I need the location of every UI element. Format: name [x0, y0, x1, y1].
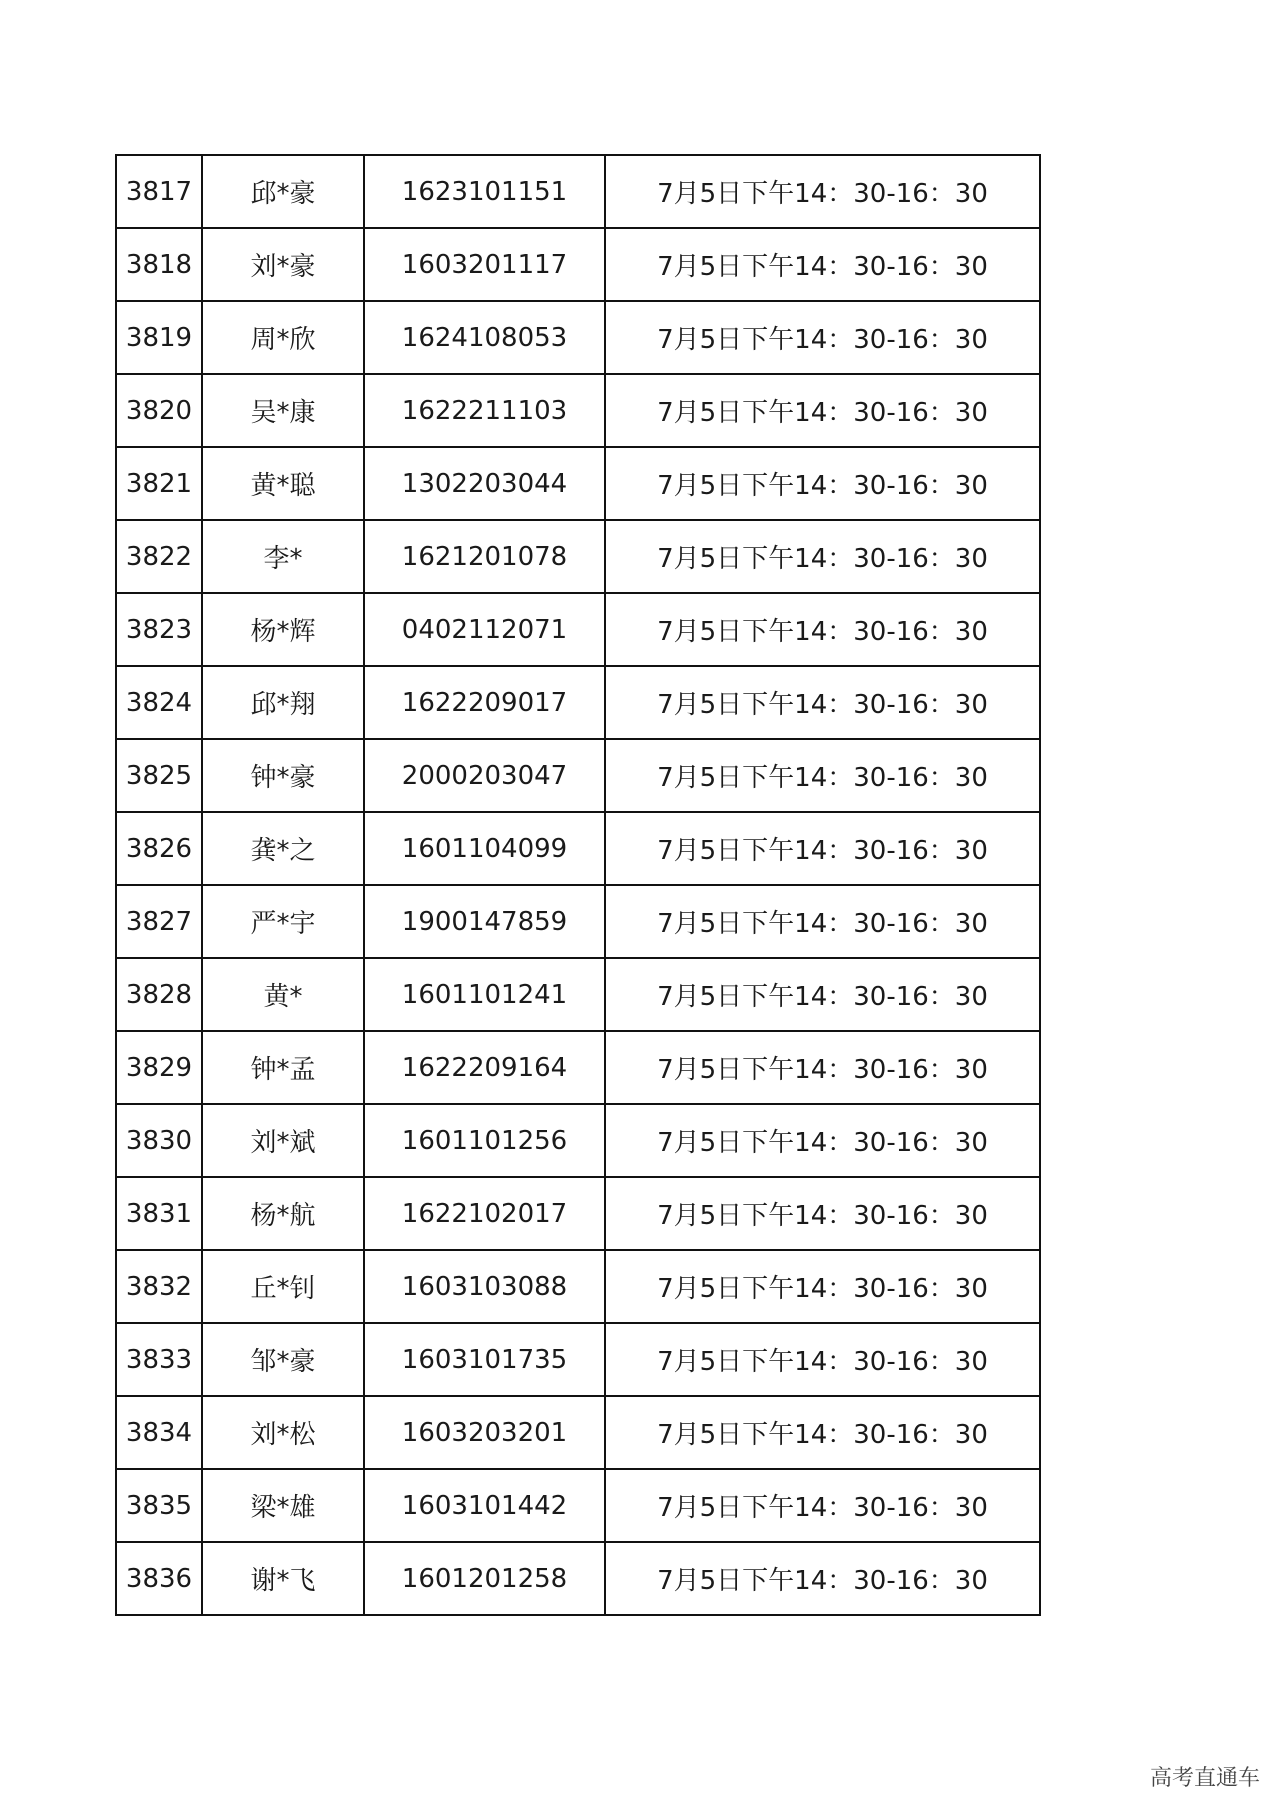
- table-row: [116, 812, 1040, 885]
- seq-cell: 3818: [116, 228, 202, 301]
- time-cell: 7月5日下午14：30-16：30: [605, 885, 1040, 958]
- name-cell: 周*欣: [202, 301, 364, 374]
- table-row: [116, 1177, 1040, 1250]
- time-cell: 7月5日下午14：30-16：30: [605, 593, 1040, 666]
- seq-cell: 3820: [116, 374, 202, 447]
- seq-cell: 3832: [116, 1250, 202, 1323]
- seq-cell: 3828: [116, 958, 202, 1031]
- id-cell: 1601104099: [364, 812, 605, 885]
- id-cell: 1622102017: [364, 1177, 605, 1250]
- name-cell: 黄*聪: [202, 447, 364, 520]
- name-cell: 刘*斌: [202, 1104, 364, 1177]
- table-row: [116, 1542, 1040, 1615]
- seq-cell: 3822: [116, 520, 202, 593]
- id-cell: 1603101735: [364, 1323, 605, 1396]
- table-row: [116, 739, 1040, 812]
- seq-cell: 3831: [116, 1177, 202, 1250]
- table-row: [116, 1250, 1040, 1323]
- seq-cell: 3819: [116, 301, 202, 374]
- time-cell: 7月5日下午14：30-16：30: [605, 520, 1040, 593]
- time-cell: 7月5日下午14：30-16：30: [605, 812, 1040, 885]
- table-row: [116, 1469, 1040, 1542]
- time-cell: 7月5日下午14：30-16：30: [605, 301, 1040, 374]
- seq-cell: 3821: [116, 447, 202, 520]
- id-cell: 1603103088: [364, 1250, 605, 1323]
- name-cell: 邹*豪: [202, 1323, 364, 1396]
- table-row: [116, 301, 1040, 374]
- name-cell: 黄*: [202, 958, 364, 1031]
- name-cell: 丘*钊: [202, 1250, 364, 1323]
- time-cell: 7月5日下午14：30-16：30: [605, 958, 1040, 1031]
- seq-cell: 3824: [116, 666, 202, 739]
- id-cell: 1623101151: [364, 155, 605, 228]
- time-cell: 7月5日下午14：30-16：30: [605, 447, 1040, 520]
- table-row: [116, 1323, 1040, 1396]
- table-row: [116, 155, 1040, 228]
- name-cell: 李*: [202, 520, 364, 593]
- id-cell: 1601101241: [364, 958, 605, 1031]
- seq-cell: 3830: [116, 1104, 202, 1177]
- id-cell: 1603203201: [364, 1396, 605, 1469]
- id-cell: 1603101442: [364, 1469, 605, 1542]
- table-row: [116, 1104, 1040, 1177]
- seq-cell: 3834: [116, 1396, 202, 1469]
- name-cell: 刘*松: [202, 1396, 364, 1469]
- seq-cell: 3827: [116, 885, 202, 958]
- id-cell: 1601101256: [364, 1104, 605, 1177]
- time-cell: 7月5日下午14：30-16：30: [605, 155, 1040, 228]
- table-row: [116, 958, 1040, 1031]
- name-cell: 刘*豪: [202, 228, 364, 301]
- name-cell: 杨*航: [202, 1177, 364, 1250]
- id-cell: 1900147859: [364, 885, 605, 958]
- time-cell: 7月5日下午14：30-16：30: [605, 1104, 1040, 1177]
- time-cell: 7月5日下午14：30-16：30: [605, 374, 1040, 447]
- table-row: [116, 666, 1040, 739]
- name-cell: 邱*翔: [202, 666, 364, 739]
- id-cell: 1603201117: [364, 228, 605, 301]
- id-cell: 2000203047: [364, 739, 605, 812]
- seq-cell: 3817: [116, 155, 202, 228]
- time-cell: 7月5日下午14：30-16：30: [605, 1469, 1040, 1542]
- seq-cell: 3833: [116, 1323, 202, 1396]
- table-row: [116, 374, 1040, 447]
- name-cell: 严*宇: [202, 885, 364, 958]
- time-cell: 7月5日下午14：30-16：30: [605, 1250, 1040, 1323]
- seq-cell: 3836: [116, 1542, 202, 1615]
- seq-cell: 3835: [116, 1469, 202, 1542]
- name-cell: 龚*之: [202, 812, 364, 885]
- name-cell: 梁*雄: [202, 1469, 364, 1542]
- table-row: [116, 593, 1040, 666]
- table-row: [116, 1031, 1040, 1104]
- name-cell: 钟*豪: [202, 739, 364, 812]
- table-row: [116, 228, 1040, 301]
- time-cell: 7月5日下午14：30-16：30: [605, 1323, 1040, 1396]
- name-cell: 杨*辉: [202, 593, 364, 666]
- id-cell: 1302203044: [364, 447, 605, 520]
- time-cell: 7月5日下午14：30-16：30: [605, 1542, 1040, 1615]
- schedule-table: [115, 154, 1041, 1616]
- id-cell: 1622211103: [364, 374, 605, 447]
- watermark-text: 高考直通车: [1149, 1766, 1260, 1791]
- name-cell: 谢*飞: [202, 1542, 364, 1615]
- name-cell: 钟*孟: [202, 1031, 364, 1104]
- seq-cell: 3826: [116, 812, 202, 885]
- table-row: [116, 1396, 1040, 1469]
- id-cell: 1601201258: [364, 1542, 605, 1615]
- id-cell: 1621201078: [364, 520, 605, 593]
- id-cell: 1622209017: [364, 666, 605, 739]
- time-cell: 7月5日下午14：30-16：30: [605, 739, 1040, 812]
- id-cell: 1624108053: [364, 301, 605, 374]
- time-cell: 7月5日下午14：30-16：30: [605, 1031, 1040, 1104]
- id-cell: 1622209164: [364, 1031, 605, 1104]
- time-cell: 7月5日下午14：30-16：30: [605, 1396, 1040, 1469]
- time-cell: 7月5日下午14：30-16：30: [605, 666, 1040, 739]
- table-body: [116, 155, 1040, 1615]
- time-cell: 7月5日下午14：30-16：30: [605, 1177, 1040, 1250]
- table-row: [116, 520, 1040, 593]
- time-cell: 7月5日下午14：30-16：30: [605, 228, 1040, 301]
- seq-cell: 3829: [116, 1031, 202, 1104]
- id-cell: 0402112071: [364, 593, 605, 666]
- name-cell: 邱*豪: [202, 155, 364, 228]
- table-row: [116, 885, 1040, 958]
- table-container: [115, 154, 1041, 1616]
- table-row: [116, 447, 1040, 520]
- name-cell: 吴*康: [202, 374, 364, 447]
- seq-cell: 3825: [116, 739, 202, 812]
- seq-cell: 3823: [116, 593, 202, 666]
